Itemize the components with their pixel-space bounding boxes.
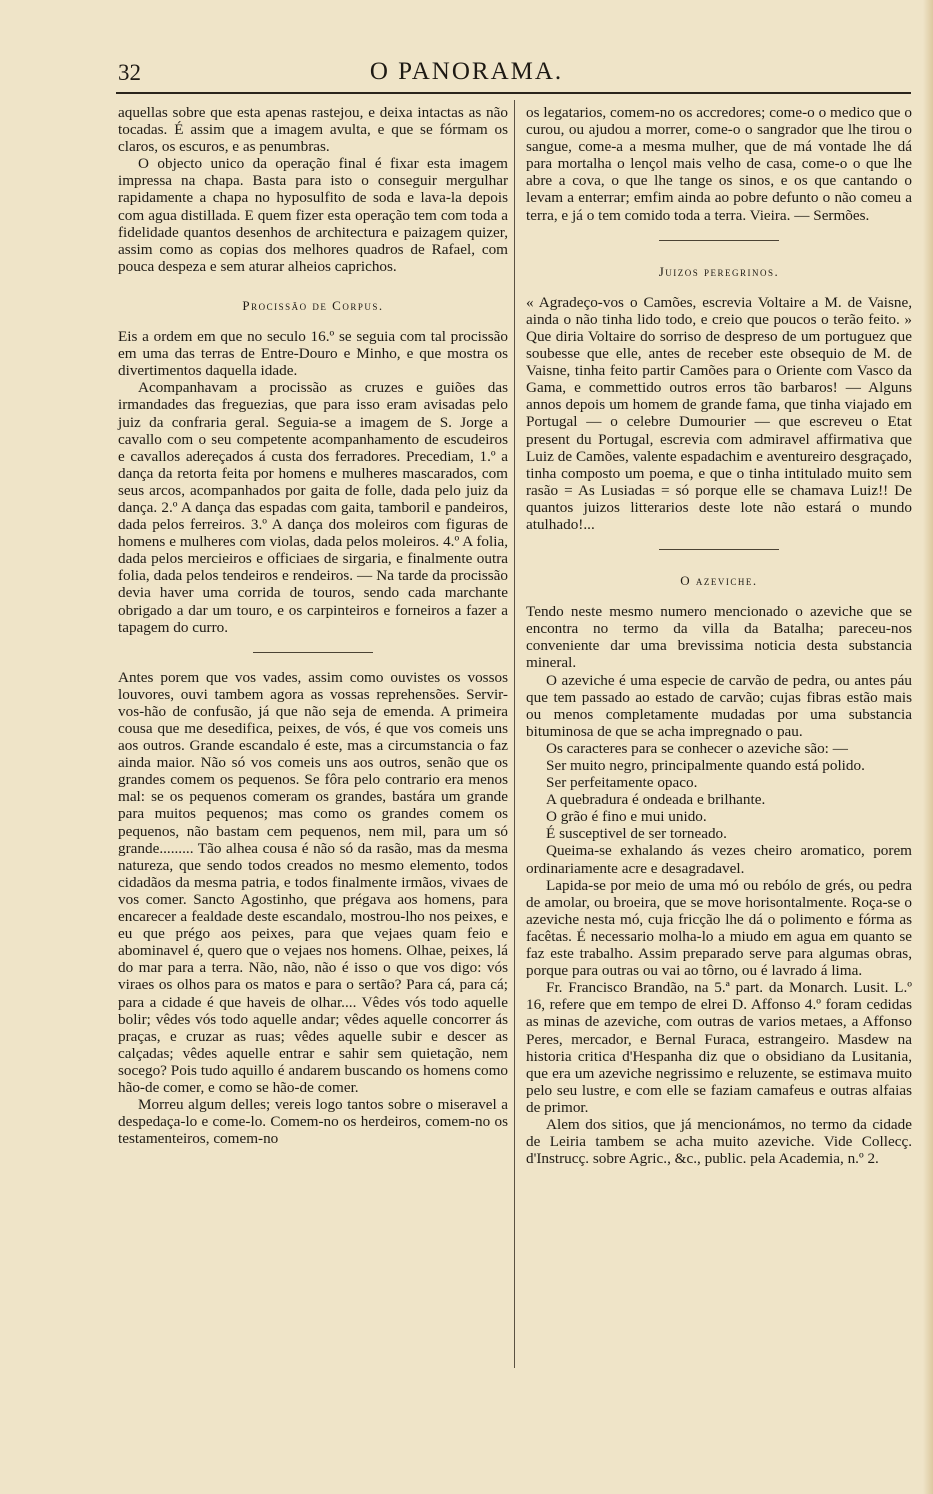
paragraph: Queima-se exhalando ás vezes cheiro aromatico, porem ordinariamente acre e desagradavel.: [526, 842, 912, 877]
page-edge-shadow: [923, 0, 933, 1494]
paragraph: Ser muito negro, principalmente quando está polido.: [546, 757, 865, 774]
left-column: [118, 104, 508, 1147]
section-separator: [659, 240, 779, 241]
paragraph: É susceptivel de ser torneado.: [546, 825, 727, 843]
paragraph: Morreu algum delles; vereis logo tantos sobre o miseravel a despedaça-lo e come-lo. Comem-no os herdeiros, comem-no os testamenteiros, comem-no: [118, 1096, 508, 1148]
paragraph: Lapida-se por meio de uma mó ou rebólo de grés, ou pedra de amolar, ou broeira, que se move horisontalmente. Roça-se o azeviche nesta mó, cuja fricção lhe dá o polimento e fórma as facêtas. É necessario molha-lo a miudo em agua em quanto se faz este trabalho. Assim preparado serve para algumas obras, porque para outras ou vai ao tôrno, ou é lavrado á lima.: [526, 876, 912, 980]
paragraph: Os caracteres para se conhecer o azeviche são: —: [546, 739, 848, 757]
paragraph: « Agradeço-vos o Camões, escrevia Voltaire a M. de Vaisne, ainda o não tinha lido todo, e creio que poucos o terão feito. » Que diria Voltaire do sorriso de despreso de um portuguez que soubesse que elle, antes de receber este obsequio de M. de Vaisne, tinha feito partir Camões para o Oriente com Vasco da Gama, e commettido outros erros tão barbaros! — Alguns annos depois um homem de grande fama, que tinha viajado em Portugal — o celebre Dumourier — que escreveu o Etat present du Portugal, escrevia com admiravel affirmativa que Luiz de Camões, valente espadachim e aventureiro desgraçado, tinha composto um poema, e que o tinha intitulado muito sem rasão = As Lusiadas = só porque elle se chamava Luiz!! De quantos juizos litterarios deste lote não estará o mundo atulhado!...: [526, 293, 912, 533]
paragraph: Tendo neste mesmo numero mencionado o azeviche que se encontra no termo da villa da Batalha; pareceu-nos conveniente dar uma brevissima noticia desta substancia mineral.: [526, 603, 912, 672]
column-divider: [514, 100, 515, 1368]
paragraph: aquellas sobre que esta apenas rastejou, e deixa intactas as não tocadas. É assim que a imagem avulta, e que se fórmam os claros, os escuros, e as penumbras.: [118, 104, 508, 156]
section-separator: [253, 652, 373, 653]
right-column: [526, 104, 912, 1167]
page-title: O PANORAMA.: [369, 58, 564, 85]
paragraph: O objecto unico da operação final é fixar esta imagem impressa na chapa. Basta para isto o conseguir mergulhar rapidamente a chapa no hyposulfito de soda e lava-la depois com agua distillada. E quem fizer esta operação tem com toda a fidelidade quantos desenhos de architectura e paizagem quizer, assim como as copias dos melhores quadros de Rafael, com pouca despeza e sem aturar alheios caprichos.: [118, 155, 508, 275]
paragraph: O azeviche é uma especie de carvão de pedra, ou antes páu que tem passado ao estado de carvão; cujas fibras estão mais ou menos completamente mudadas por uma substancia bituminosa de que se acha impregnado o pau.: [526, 671, 912, 740]
section-title: Juizos peregrinos.: [658, 263, 780, 279]
section-separator: [659, 549, 779, 550]
section-title: O azeviche.: [680, 573, 758, 589]
paragraph: O grão é fino e mui unido.: [546, 808, 707, 826]
paragraph: Acompanhavam a procissão as cruzes e guiões das irmandades das freguezias, que para isso eram avisadas pelo juiz da confraria geral. Seguia-se a imagem de S. Jorge a cavallo com o seu competente acompanhamento de escudeiros e cavallos adereçados á custa dos ferradores. Precediam, 1.º a dança da retorta feita por homens e mulheres mascarados, com seus arcos, acompanhados por gaita de folle, dada pelo juiz da dança. 2.º A dança das espadas com gaita, tamboril e pandeiros, dada pelos ferreiros. 3.º A dança dos moleiros com figuras de homens e mulheres com violas, dada pelos moleiros. 4.º A folia, dada pelos mercieiros e officiaes de sirgaria, e finalmente outra folia, dada pelos tendeiros e rendeiros. — Na tarde da procissão devia haver uma corrida de touros, sendo cada marchante obrigado a dar um touro, e os carpinteiros e forneiros a fazer a tapagem do curro.: [118, 379, 508, 636]
paragraph: os legatarios, comem-no os accredores; come-o o medico que o curou, ou ajudou a morrer, come-o o sangrador que lhe tirou o sangue, come-a a mesma mulher, que de má vontade lhe dá para mortalha o lençol mais velho de casa, come-o o que lhe abre a cova, o que lhe tange os sinos, e os que cantando o levam a enterrar; emfim ainda ao pobre defunto o não comeu a terra, e já o tem comido toda a terra. Vieira. — Sermões.: [526, 104, 912, 224]
paragraph: Eis a ordem em que no seculo 16.º se seguia com tal procissão em uma das terras de Entre-Douro e Minho, e que mostra os divertimentos daquella idade.: [118, 328, 508, 380]
paragraph: Antes porem que vos vades, assim como ouvistes os vossos louvores, ouvi tambem agora as vossas reprehensões. Servir-vos-hão de confusão, já que não seja de emenda. A primeira cousa que me desedifica, peixes, de vós, é que vos comeis uns aos outros. Grande escandalo é este, mas a circumstancia o faz ainda maior. Não só vos comeis uns aos outros, senão que os grandes comem os pequenos. Se fôra pelo contrario era menos mal: se os pequenos comeram os grandes, bastára um grande para muitos pequenos; mas como os grandes comem os pequenos, não bastam cem pequenos, nem mil, para um só grande......... Tão alhea cousa é não só da rasão, mas da mesma natureza, que sendo todos creados no mesmo elemento, todos cidadãos da mesma patria, e todos finalmente irmãos, vivaes de vos comer. Sancto Agostinho, que prégava aos homens, para encarecer a fealdade deste escandalo, mostrou-lho nos peixes, e eu que prégo aos peixes, para que vejaes quam feio e abominavel é, quero que o vejaes nos homens. Olhae, peixes, lá do mar para a terra. Não, não, não é isso o que vos digo: vós viraes os olhos para os matos e para o sertão? Para cá, para cá; para a cidade é que haveis de olhar.... Vêdes vós todo aquelle bolir; vêdes vós todo aquelle andar; vêdes aquelle concorrer ás praças, e cruzar as ruas; vêdes aquelle subir e descer as calçadas; vêdes aquelle entrar e sahir sem quietação, nem socego? Pois tudo aquillo é andarem buscando os homens como hão-de comer, e como se hão-de comer.: [118, 668, 508, 1096]
paragraph: Ser perfeitamente opaco.: [546, 774, 698, 792]
section-title: Procissão de Corpus.: [242, 297, 384, 313]
paragraph: Fr. Francisco Brandão, na 5.ª part. da Monarch. Lusit. L.º 16, refere que em tempo de elrei D. Affonso 4.º foram cedidas as minas de azeviche, com outras de varios metaes, a Affonso Peres, mercador, e Bernal Furaca, estrangeiro. Masdew na historia critica d'Hespanha diz que o obsidiano da Lusitania, que era um azeviche negrissimo e reluzente, se estimava muito pelo seu lustre, e com elle se faziam camafeus e outras alfaias de primor.: [526, 979, 912, 1116]
paragraph: A quebradura é ondeada e brilhante.: [546, 791, 766, 809]
paragraph: Alem dos sitios, que já mencionámos, no termo da cidade de Leiria tambem se acha muito azeviche. Vide Collecç. d'Instrucç. sobre Agric., &c., public. pela Academia, n.º 2.: [526, 1115, 912, 1168]
page-number: 32: [118, 60, 141, 85]
header-rule: [116, 92, 911, 94]
